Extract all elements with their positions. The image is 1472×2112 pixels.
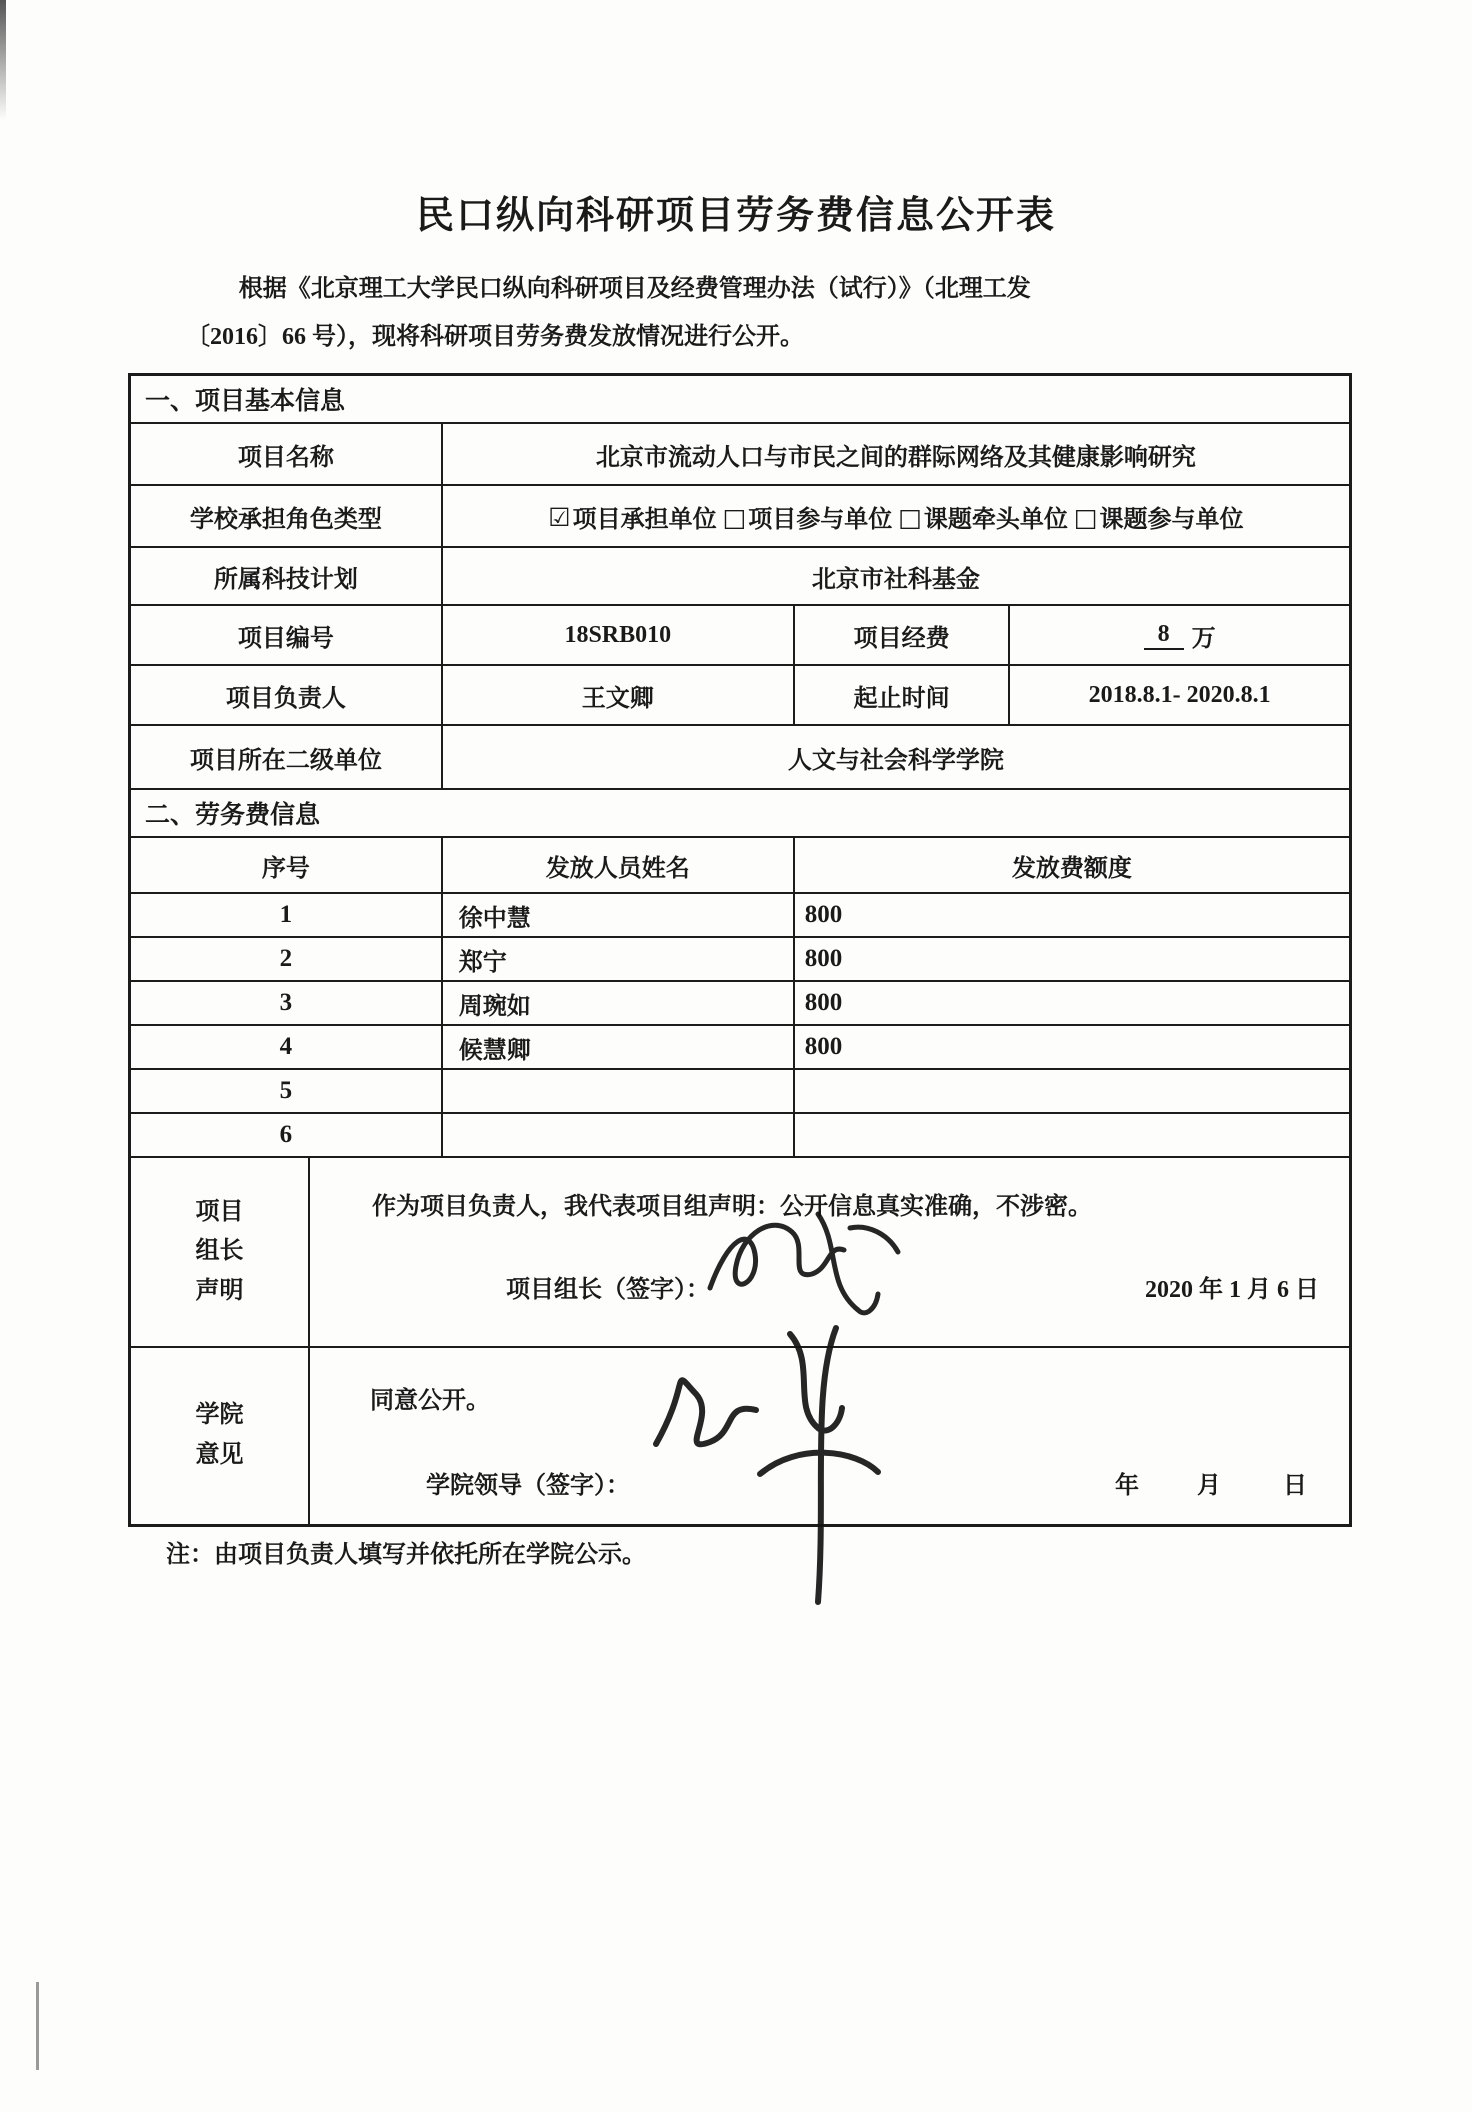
college-opinion-text: 同意公开。 — [370, 1388, 491, 1414]
role-option-label: 课题参与单位 — [1099, 506, 1244, 533]
leader-sign-date: 2020 年 1 月 6 日 — [1145, 1277, 1319, 1303]
row-role-type — [131, 486, 1349, 548]
checkbox-checked-icon: ☑ — [548, 502, 571, 532]
leader-sign-row — [310, 1269, 1349, 1304]
college-sign-label: 学院领导（签字）： — [426, 1473, 631, 1499]
row-leader-statement — [131, 1158, 1349, 1348]
duration-value: 2018.8.1- 2020.8.1 — [1088, 681, 1271, 708]
role-option-label: 课题牵头单位 — [923, 506, 1068, 533]
checkbox-empty-icon: □ — [898, 502, 922, 532]
labor-row-no: 2 — [131, 938, 443, 980]
role-option-label: 项目承担单位 — [572, 506, 717, 533]
labor-row-amount: 800 — [804, 901, 843, 928]
labor-row — [131, 894, 1349, 938]
project-name-label: 项目名称 — [131, 424, 443, 484]
project-number-label: 项目编号 — [131, 606, 443, 664]
labor-row — [131, 982, 1349, 1026]
row-program — [131, 548, 1349, 606]
labor-row-name: 候慧卿 — [443, 1026, 795, 1068]
project-number-value: 18SRB010 — [443, 606, 795, 664]
labor-row-name: 郑宁 — [443, 938, 795, 980]
role-type-value — [443, 486, 1349, 546]
labor-col-name: 发放人员姓名 — [443, 838, 795, 892]
leader-sign-label: 项目组长（签字）： — [506, 1277, 711, 1303]
labor-row — [131, 938, 1349, 982]
labor-row-no: 5 — [131, 1070, 443, 1112]
main-form-table — [128, 373, 1352, 1527]
program-label: 所属科技计划 — [131, 548, 443, 604]
label-line: 声明 — [195, 1277, 244, 1304]
scan-artifact — [36, 1982, 39, 2070]
labor-row-amount: 800 — [804, 989, 843, 1016]
label-line: 学院 — [195, 1402, 244, 1429]
leader-statement-text: 作为项目负责人，我代表项目组声明：公开信息真实准确，不涉密。 — [372, 1194, 1093, 1220]
footer-note: 注：由项目负责人填写并依托所在学院公示。 — [166, 1542, 646, 1568]
leader-statement-content — [310, 1158, 1349, 1346]
row-department — [131, 726, 1349, 790]
leader-label: 项目负责人 — [131, 666, 443, 724]
budget-amount: 8 — [1144, 621, 1184, 650]
budget-value — [1010, 606, 1349, 664]
labor-row-no: 1 — [131, 894, 443, 936]
checkbox-empty-icon: □ — [1073, 502, 1098, 532]
leader-statement-label — [131, 1158, 310, 1346]
labor-row — [131, 1026, 1349, 1070]
checkbox-empty-icon: □ — [722, 502, 747, 532]
department-label: 项目所在二级单位 — [131, 726, 443, 788]
labor-row-no: 6 — [131, 1114, 443, 1156]
date-month-placeholder: 月 — [1197, 1473, 1221, 1499]
labor-row — [131, 1114, 1349, 1158]
row-project-name — [131, 424, 1349, 486]
intro-paragraph — [186, 265, 1086, 361]
labor-row-name: 周琬如 — [443, 982, 795, 1024]
row-leader-duration — [131, 666, 1349, 726]
label-line: 项目 — [195, 1198, 244, 1225]
date-year-placeholder: 年 — [1115, 1473, 1139, 1499]
role-option-label: 项目参与单位 — [748, 506, 893, 533]
labor-header-row — [131, 838, 1349, 894]
label-line: 组长 — [195, 1238, 244, 1265]
program-value: 北京市社科基金 — [811, 566, 980, 593]
row-number-budget — [131, 606, 1349, 666]
section-header-basic-info: 一、项目基本信息 — [131, 376, 1349, 424]
budget-unit: 万 — [1191, 625, 1216, 652]
labor-row-no: 3 — [131, 982, 443, 1024]
role-type-label: 学校承担角色类型 — [131, 486, 443, 546]
intro-line-2: 〔2016〕66 号），现将科研项目劳务费发放情况进行公开。 — [186, 324, 804, 350]
college-opinion-content — [310, 1348, 1349, 1524]
labor-col-amount: 发放费额度 — [1011, 855, 1132, 882]
budget-label: 项目经费 — [795, 606, 1011, 664]
row-college-opinion — [131, 1348, 1349, 1524]
labor-row-amount: 800 — [804, 1033, 843, 1060]
leader-value: 王文卿 — [443, 666, 795, 724]
intro-line-1: 根据《北京理工大学民口纵向科研项目及经费管理办法（试行）》（北理工发 — [238, 276, 1031, 302]
college-sign-row — [310, 1465, 1349, 1500]
scan-artifact — [0, 0, 6, 120]
labor-row — [131, 1070, 1349, 1114]
department-value: 人文与社会科学学院 — [787, 747, 1004, 774]
labor-row-amount: 800 — [804, 945, 843, 972]
labor-row-name: 徐中慧 — [443, 894, 795, 936]
section-header-labor-fee: 二、劳务费信息 — [131, 790, 1349, 838]
duration-label: 起止时间 — [795, 666, 1011, 724]
document-title: 民口纵向科研项目劳务费信息公开表 — [415, 195, 1056, 237]
labor-col-no: 序号 — [131, 838, 443, 892]
college-opinion-label — [131, 1348, 310, 1524]
date-day-placeholder: 日 — [1283, 1473, 1307, 1499]
labor-row-name — [443, 1114, 795, 1156]
labor-row-no: 4 — [131, 1026, 443, 1068]
labor-row-amount — [795, 1114, 1349, 1156]
label-line: 意见 — [195, 1442, 244, 1468]
labor-row-amount — [795, 1070, 1349, 1112]
labor-row-name — [443, 1070, 795, 1112]
project-name-value: 北京市流动人口与市民之间的群际网络及其健康影响研究 — [595, 444, 1196, 471]
